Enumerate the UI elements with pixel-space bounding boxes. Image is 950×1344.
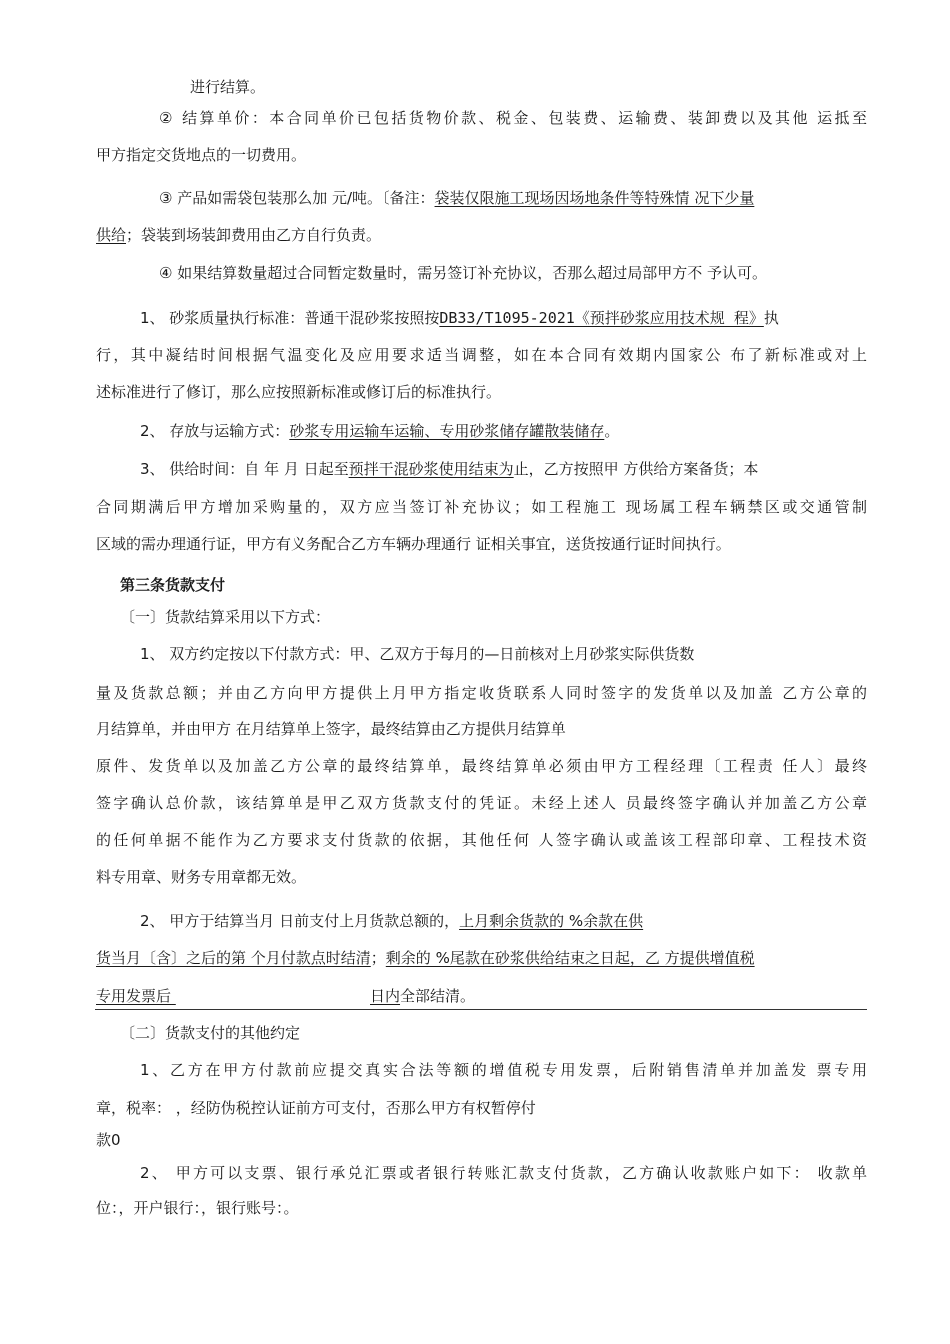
- text-line: 2、 甲方可以支票、银行承兑汇票或者银行转账汇款支付货款，乙方确认收款账户如下： 收款单: [140, 1164, 867, 1182]
- text-line: [140, 459, 758, 479]
- text-span: 止，乙方按照甲 方供给方案备货；本: [513, 460, 759, 478]
- text-line: 位：，开户银行：，银行账号：。: [96, 1199, 299, 1217]
- text-line: 原件、发货单以及加盖乙方公章的最终结算单，最终结算单必须由甲方工程经理〔工程责 任人〕最终: [96, 757, 867, 775]
- text-line: [159, 188, 754, 208]
- underlined-text: 上月剩余货款的 %余款在供: [459, 912, 644, 930]
- text-line: 的任何单据不能作为乙方要求支付货款的依据，其他任何 人签字确认或盖该工程部印章、工程技术资: [96, 831, 867, 849]
- text-line: [96, 986, 475, 1006]
- text-span: ；袋装到场装卸费用由乙方自行负责。: [126, 226, 382, 244]
- underlined-text: 货当月〔含〕之后的第 个月付款点时结清: [96, 949, 371, 967]
- underlined-text: 供给: [96, 226, 127, 244]
- text-line: [96, 948, 867, 968]
- text-span: 。: [604, 422, 620, 440]
- text-line: [140, 308, 779, 328]
- text-span: 2、 甲方于结算当月 日前支付上月货款总额的，: [140, 912, 460, 930]
- underlined-text: 剩余的 %尾款在砂浆供给结束之日起，乙 方提供增值税: [385, 949, 755, 967]
- text-line: 1、乙方在甲方付款前应提交真实合法等额的增值税专用发票，后附销售清单并加盖发 票专用: [140, 1061, 867, 1079]
- subsection-heading: 〔一〕货款结算采用以下方式：: [120, 608, 331, 626]
- underlined-text: 袋装仅限施工现场因场地条件等特殊情 况下少量: [434, 189, 755, 207]
- horizontal-rule: [95, 1009, 867, 1010]
- text-line: 量及货款总额；并由乙方向甲方提供上月甲方指定收货联系人同时签字的发货单以及加盖 乙方公章的: [96, 684, 867, 702]
- text-span: 1、 砂浆质量执行标准：普通干混砂浆按照按: [140, 309, 440, 327]
- underlined-text: 专用发票后: [96, 987, 172, 1005]
- text-line: 甲方指定交货地点的一切费用。: [96, 146, 307, 164]
- text-span: 执: [763, 309, 779, 327]
- text-line: [96, 225, 381, 245]
- text-span: 3、 供给时间：自 年 月 日起至: [140, 460, 349, 478]
- standard-code: DB33/T1095-2021《预拌砂浆应用技术规 程》: [439, 309, 764, 327]
- text-line: 行，其中凝结时间根据气温变化及应用要求适当调整，如在本合同有效期内国家公 布了新标准或对上: [96, 346, 867, 364]
- text-line: 合同期满后甲方增加采购量的，双方应当签订补充协议；如工程施工 现场属工程车辆禁区或交通管制: [96, 498, 867, 516]
- blank-field: [171, 986, 370, 1006]
- text-line: 章，税率： ，经防伪税控认证前方可支付，否那么甲方有权暂停付: [96, 1099, 536, 1117]
- text-line: 款0: [96, 1131, 121, 1149]
- text-line: 进行结算。: [190, 78, 266, 96]
- underlined-text: 预拌干混砂浆使用结束为: [348, 460, 514, 478]
- text-line: 1、 双方约定按以下付款方式：甲、乙双方于每月的—日前核对上月砂浆实际供货数: [140, 645, 695, 663]
- section-heading: 第三条货款支付: [120, 576, 226, 594]
- text-span: ③ 产品如需袋包装那么加 元/吨。〔备注：: [159, 189, 435, 207]
- underlined-text: 砂浆专用运输车运输、专用砂浆储存罐散装储存: [289, 422, 605, 440]
- text-line: 签字确认总价款，该结算单是甲乙双方货款支付的凭证。未经上述人 员最终签字确认并加盖乙方公章: [96, 794, 867, 812]
- text-span: 2、 存放与运输方式：: [140, 422, 290, 440]
- text-line: 月结算单，并由甲方 在月结算单上签字，最终结算由乙方提供月结算单: [96, 720, 566, 738]
- text-line: ② 结算单价：本合同单价已包括货物价款、税金、包装费、运输费、装卸费以及其他 运抵至: [159, 109, 867, 127]
- text-line: 述标准进行了修订，那么应按照新标准或修订后的标准执行。: [96, 383, 502, 401]
- text-span: 全部结清。: [400, 987, 476, 1005]
- text-line: 区域的需办理通行证，甲方有义务配合乙方车辆办理通行 证相关事宜，送货按通行证时间执行。: [96, 535, 731, 553]
- text-line: [140, 421, 619, 441]
- underlined-text: 日内: [370, 987, 401, 1005]
- text-line: ④ 如果结算数量超过合同暂定数量时，需另签订补充协议，否那么超过局部甲方不 予认可。: [159, 264, 767, 282]
- text-span: ；: [370, 949, 386, 967]
- subsection-heading: 〔二〕货款支付的其他约定: [120, 1024, 301, 1042]
- text-line: 料专用章、财务专用章都无效。: [96, 868, 307, 886]
- text-line: [140, 911, 643, 931]
